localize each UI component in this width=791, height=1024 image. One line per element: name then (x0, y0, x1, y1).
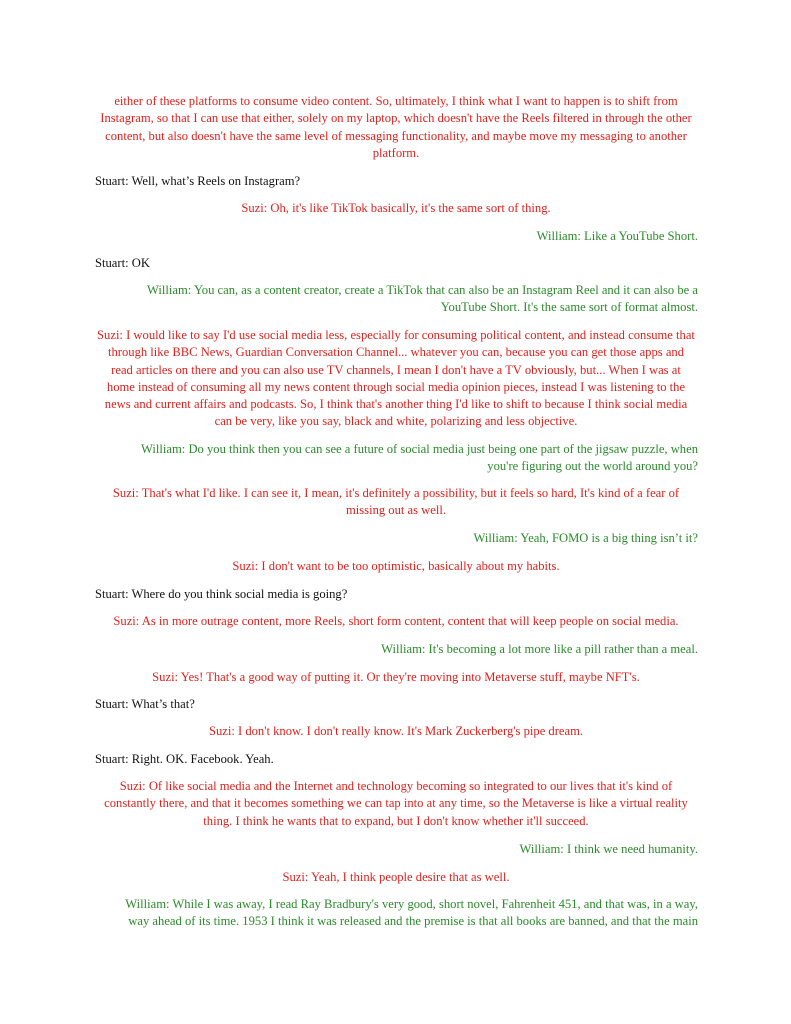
transcript-line-suzi: Suzi: I don't want to be too optimistic, basically about my habits. (232, 559, 560, 573)
transcript-line-stuart: Stuart: What’s that? (95, 697, 195, 711)
transcript-line-william: William: You can, as a content creator, create a TikTok that can also be an Instagram Reel and it can also be a YouTube Short. It's the same sort of format almost. (147, 283, 698, 315)
transcript-line-suzi: Suzi: That's what I'd like. I can see it, I mean, it's definitely a possibility, but it feels so hard, It's kind of a fear of missing out as well. (112, 486, 680, 518)
transcript-line-william: William: While I was away, I read Ray Bradbury's very good, short novel, Fahrenheit 451, and that was, in a way, way ahead of its time. 1953 I think it was released and the premise is that all books are banned, and that the main (125, 897, 698, 929)
transcript-line-william: William: Do you think then you can see a future of social media just being one part of the jigsaw puzzle, when you're figuring out the world around you? (141, 442, 698, 474)
transcript-line-stuart: Stuart: OK (95, 256, 150, 270)
transcript-line-suzi: Suzi: Yes! That's a good way of putting it. Or they're moving into Metaverse stuff, maybe NFT's. (152, 670, 640, 684)
transcript-line-suzi: Suzi: Of like social media and the Internet and technology becoming so integrated to our lives that it's kind of constantly there, and that it becomes something we can tap into at any time, so the Metaverse is like a virtual reality thing. I think he wants that to expand, but I don't know whether it'll succeed. (104, 779, 688, 828)
transcript-line-suzi: Suzi: As in more outrage content, more Reels, short form content, content that will keep people on social media. (113, 614, 679, 628)
transcript-line-william: William: I think we need humanity. (519, 842, 698, 856)
transcript-line-william: William: Like a YouTube Short. (536, 229, 698, 243)
transcript-line-stuart: Stuart: Well, what’s Reels on Instagram? (95, 174, 301, 188)
transcript-line-suzi: Suzi: Yeah, I think people desire that as well. (282, 870, 510, 884)
transcript-line-william: William: It's becoming a lot more like a pill rather than a meal. (381, 642, 698, 656)
transcript-line-william: William: Yeah, FOMO is a big thing isn’t it? (473, 531, 698, 545)
transcript-line-suzi: either of these platforms to consume video content. So, ultimately, I think what I want to happen is to shift from Instagram, so that I can use that either, solely on my laptop, which doesn't have the Reels filtered in through the other content, but also doesn't have the same level of messaging functionality, and maybe move my messaging to another platform. (100, 94, 692, 160)
transcript-line-stuart: Stuart: Where do you think social media is going? (95, 587, 348, 601)
transcript-line-suzi: Suzi: I don't know. I don't really know. It's Mark Zuckerberg's pipe dream. (208, 724, 584, 738)
transcript-line-suzi: Suzi: I would like to say I'd use social media less, especially for consuming political content, and instead consume that through like BBC News, Guardian Conversation Channel... whatever you can, because you can get those apps and read articles on there and you can also use TV channels, I mean I don't have a TV obviously, but... When I was at home instead of consuming all my news content through social media opinion pieces, instead I was listening to the news and current affairs and podcasts. So, I think that's another thing I'd like to shift to because I think social media can be very, like you say, black and white, polarizing and less objective. (97, 328, 695, 429)
transcript-line-suzi: Suzi: Oh, it's like TikTok basically, it's the same sort of thing. (241, 201, 551, 215)
transcript-line-stuart: Stuart: Right. OK. Facebook. Yeah. (95, 752, 274, 766)
